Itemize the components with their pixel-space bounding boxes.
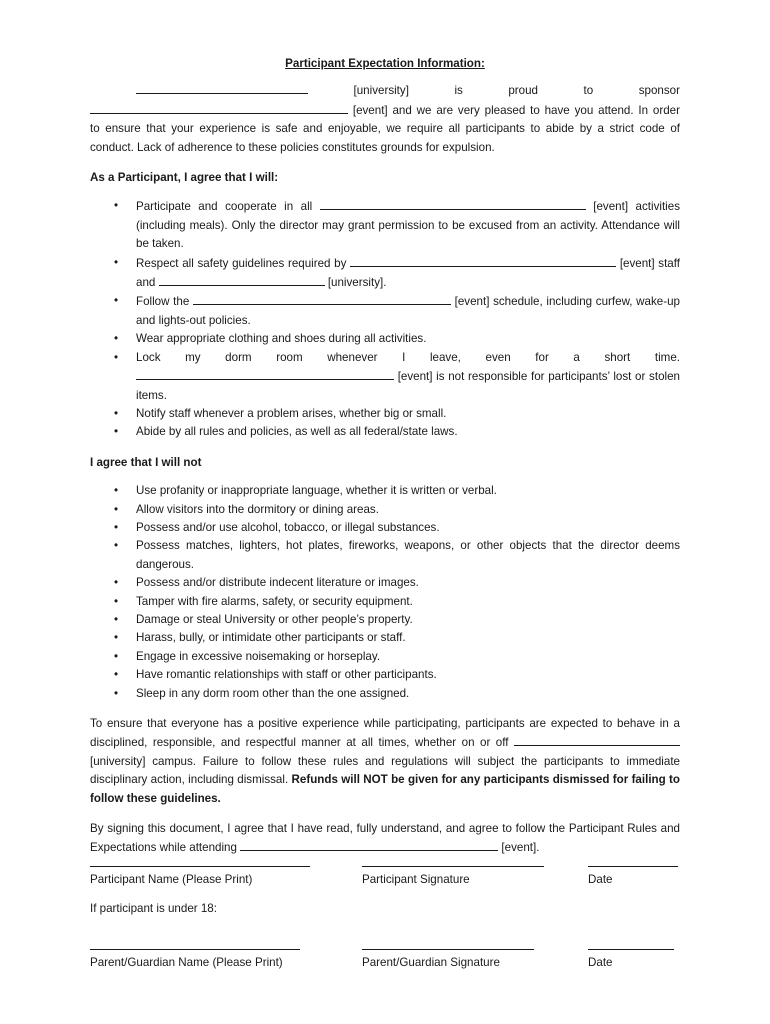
page-title: Participant Expectation Information: — [285, 57, 485, 70]
list-item: • Sleep in any dorm room other than the one assigned. — [136, 685, 680, 703]
refund-notice: Refunds will NOT be given for any participants dismissed for failing to follow these guidelines. — [90, 773, 680, 805]
list-item: • Tamper with fire alarms, safety, or security equipment. — [136, 593, 680, 611]
university-blank[interactable] — [514, 733, 680, 746]
participant-name-label: Participant Name (Please Print) — [90, 873, 253, 886]
guardian-signature-field[interactable] — [362, 935, 534, 950]
event-blank[interactable] — [136, 367, 394, 380]
list-item: • Harass, bully, or intimidate other participants or staff. — [136, 629, 680, 647]
list-item: • Possess matches, lighters, hot plates, fireworks, weapons, or other objects that the director deems dangerous. — [136, 537, 680, 574]
list-item: • Possess and/or distribute indecent literature or images. — [136, 574, 680, 592]
intro-word: proud — [508, 84, 538, 98]
intro-line-1 — [90, 81, 680, 100]
will-heading: As a Participant, I agree that I will: — [90, 171, 279, 185]
will-list — [90, 197, 680, 441]
event-blank[interactable] — [320, 197, 586, 210]
event-blank[interactable] — [193, 292, 451, 305]
event-blank[interactable] — [90, 101, 348, 114]
intro-word: sponsor — [638, 84, 680, 98]
participant-signature-row — [90, 852, 690, 892]
intro-line-3: to ensure that your experience is safe and enjoyable, we require all participants to abide by a strict code of conduct. Lack of adherence to these policies constitutes grounds for expulsion. — [90, 122, 680, 154]
university-blank[interactable] — [159, 273, 325, 286]
guardian-date-label: Date — [588, 956, 613, 969]
guardian-signature-label: Parent/Guardian Signature — [362, 956, 500, 969]
list-item: • Wear appropriate clothing and shoes during all activities. — [136, 330, 680, 348]
guardian-name-label: Parent/Guardian Name (Please Print) — [90, 956, 283, 969]
list-item: • Engage in excessive noisemaking or horseplay. — [136, 648, 680, 666]
list-item: • Lock my dorm room whenever I leave, even for a short time. [event] is not responsible for participants’ lost or stolen items. — [136, 349, 680, 405]
not-list — [90, 482, 680, 703]
list-item: • Participate and cooperate in all [event] activities (including meals). Only the director may grant permission to be excused from an activity. Attendance will be taken. — [136, 197, 680, 253]
participant-signature-label: Participant Signature — [362, 873, 470, 886]
list-item: • Follow the [event] schedule, including curfew, wake-up and lights-out policies. — [136, 292, 680, 330]
intro-text: [event] and we are very pleased to have you attend. In order — [352, 103, 680, 117]
list-item: • Have romantic relationships with staff or other participants. — [136, 666, 680, 684]
intro-university: [university] — [353, 84, 409, 98]
guardian-signature-row — [90, 935, 690, 975]
participant-date-field[interactable] — [588, 852, 678, 867]
participant-name-field[interactable] — [90, 852, 310, 867]
list-item: • Possess and/or use alcohol, tobacco, or illegal substances. — [136, 519, 680, 537]
list-item: • Notify staff whenever a problem arises, whether big or small. — [136, 405, 680, 423]
participant-date-label: Date — [588, 873, 613, 886]
under-18-label: If participant is under 18: — [90, 902, 217, 915]
participant-signature-field[interactable] — [362, 852, 544, 867]
intro-line-2 — [90, 101, 680, 120]
behavior-paragraph: To ensure that everyone has a positive experience while participating, participants are expected to behave in a disciplined, responsible, and respectful manner at all times, whether on or off [university] campus. Failure to follow these rules and regulations will subject the participants to immediate disciplinary action, including dismissal. Refunds will NOT be given for any participants dismissed for failing to follow these guidelines. — [90, 717, 680, 805]
event-blank[interactable] — [240, 838, 498, 851]
event-blank[interactable] — [350, 254, 616, 267]
not-heading: I agree that I will not — [90, 455, 202, 469]
guardian-name-field[interactable] — [90, 935, 300, 950]
list-item: • Use profanity or inappropriate language, whether it is written or verbal. — [136, 482, 680, 500]
intro-word: is — [454, 84, 463, 98]
guardian-date-field[interactable] — [588, 935, 674, 950]
list-item: • Damage or steal University or other people’s property. — [136, 611, 680, 629]
university-blank[interactable] — [136, 81, 308, 94]
list-item: • Respect all safety guidelines required by [event] staff and [university]. — [136, 254, 680, 293]
list-item: • Abide by all rules and policies, as well as all federal/state laws. — [136, 423, 680, 441]
signing-paragraph: By signing this document, I agree that I have read, fully understand, and agree to follow the Participant Rules and Expectations while attending [event]. — [90, 822, 680, 855]
intro-word: to — [583, 84, 594, 98]
list-item: • Allow visitors into the dormitory or dining areas. — [136, 501, 680, 519]
